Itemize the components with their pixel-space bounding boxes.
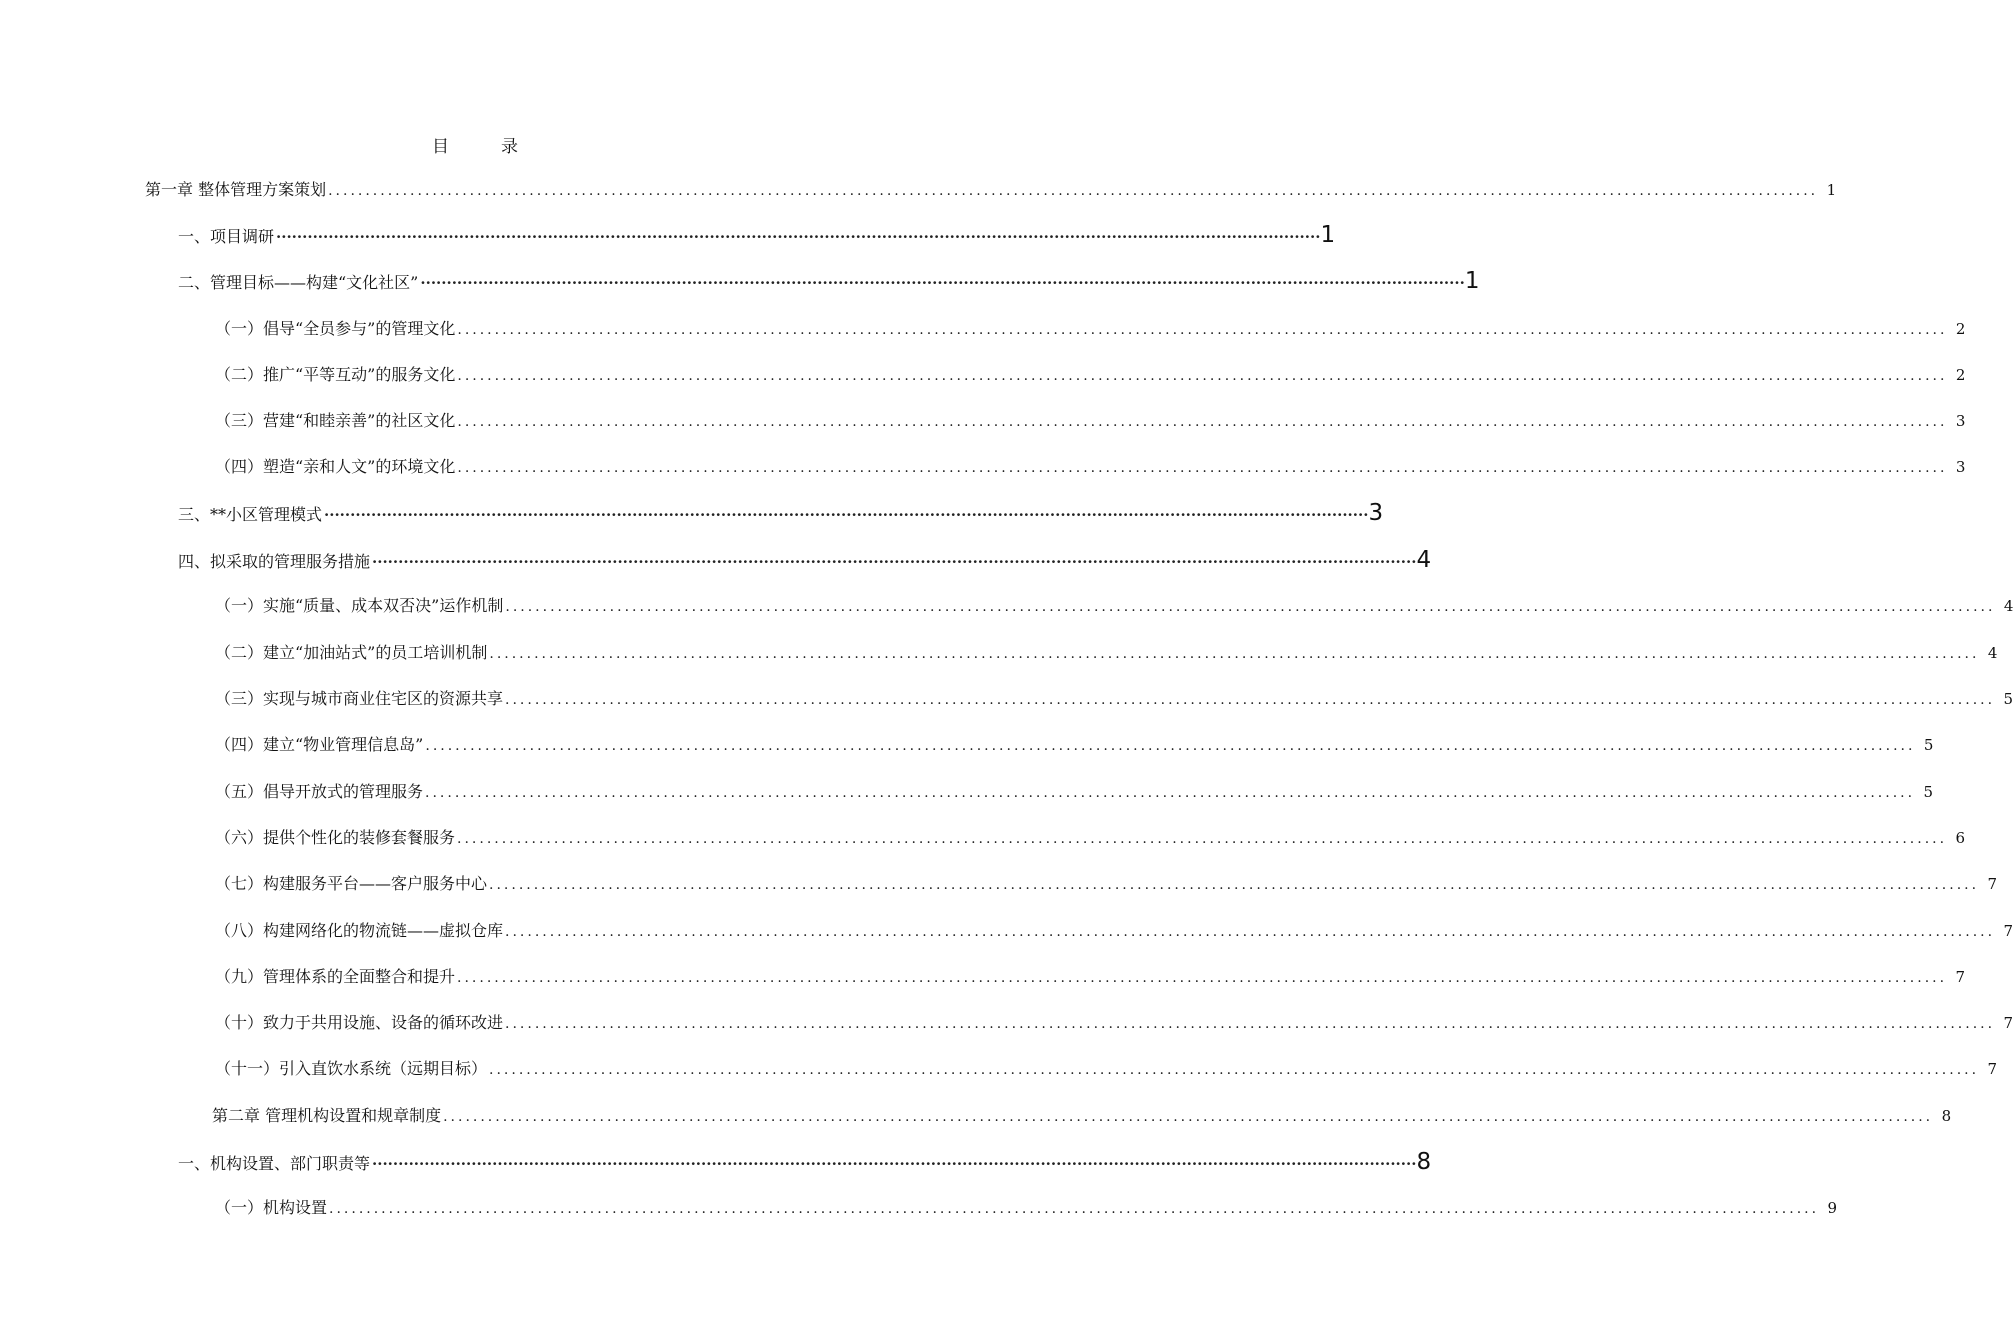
toc-leader-dots: ........................................................................................................................................................................................................ xyxy=(489,646,1980,662)
toc-leader-dots: ........................................................................................................................................................................................................ xyxy=(457,414,1948,430)
toc-entry[interactable] xyxy=(215,316,1966,344)
toc-entry-label: （四）塑造“亲和人文”的环境文化 xyxy=(215,457,456,476)
toc-title xyxy=(0,132,950,157)
toc-entry-label: （一）机构设置 xyxy=(215,1198,328,1217)
toc-leader-dots: ........................................................................................................................................................................................................ xyxy=(457,322,1948,338)
toc-entry-label: （三）实现与城市商业住宅区的资源共享 xyxy=(215,689,504,708)
toc-entry-page-number: 7 xyxy=(1955,968,1966,986)
toc-leader-dots: ········································································································································································································ xyxy=(372,1155,1417,1173)
toc-leader-dots: ........................................................................................................................................................................................................ xyxy=(443,1109,1934,1125)
toc-entry-label: （二）建立“加油站式”的员工培训机制 xyxy=(215,643,488,662)
toc-leader-dots: ........................................................................................................................................................................................................ xyxy=(489,877,1980,893)
toc-entry-label: 第二章 管理机构设置和规章制度 xyxy=(212,1106,442,1125)
toc-entry[interactable] xyxy=(215,732,1934,760)
toc-entry-label: （九）管理体系的全面整合和提升 xyxy=(215,967,456,986)
toc-title-char-2: 录 xyxy=(501,137,518,157)
toc-entry-label: （一）倡导“全员参与”的管理文化 xyxy=(215,319,456,338)
toc-entry[interactable] xyxy=(215,779,1934,807)
toc-entry-page-number: 9 xyxy=(1827,1199,1838,1217)
toc-entry[interactable] xyxy=(215,1195,1838,1223)
toc-entry-page-number: 5 xyxy=(2003,690,2013,708)
toc-leader-dots: ........................................................................................................................................................................................................ xyxy=(329,1201,1820,1217)
toc-entry[interactable] xyxy=(215,825,1966,853)
toc-leader-dots: ........................................................................................................................................................................................................ xyxy=(505,599,1996,615)
toc-leader-dots: ........................................................................................................................................................................................................ xyxy=(505,1016,1996,1032)
toc-leader-dots: ........................................................................................................................................................................................................ xyxy=(328,183,1819,199)
toc-entry-label: （七）构建服务平台——客户服务中心 xyxy=(215,874,488,893)
toc-entry-page-number: 7 xyxy=(1987,875,1998,893)
toc-title-char-1: 目 xyxy=(432,137,449,157)
toc-entry-label: （十一）引入直饮水系统（远期目标） xyxy=(215,1059,488,1078)
toc-entry[interactable] xyxy=(178,500,1384,528)
toc-entry[interactable] xyxy=(215,686,2013,714)
toc-entry[interactable] xyxy=(215,964,1966,992)
toc-entry-label: （一）实施“质量、成本双否决”运作机制 xyxy=(215,596,504,615)
toc-leader-dots: ········································································································································································································ xyxy=(420,274,1465,292)
toc-entry-label: （五）倡导开放式的管理服务 xyxy=(215,782,424,801)
toc-entry[interactable] xyxy=(178,547,1432,575)
toc-entry[interactable] xyxy=(215,362,1966,390)
toc-entry-page-number: 5 xyxy=(1923,783,1934,801)
toc-entry[interactable] xyxy=(215,640,1998,668)
toc-entry-label: （四）建立“物业管理信息岛” xyxy=(215,735,424,754)
toc-entry[interactable] xyxy=(215,918,2013,946)
toc-entry[interactable] xyxy=(178,222,1336,250)
toc-entry[interactable] xyxy=(212,1103,1952,1131)
toc-entry-page-number: 1 xyxy=(1464,268,1480,294)
toc-entry-page-number: 1 xyxy=(1320,222,1336,248)
toc-entry-label: （六）提供个性化的装修套餐服务 xyxy=(215,828,456,847)
toc-entry[interactable] xyxy=(178,268,1480,296)
toc-leader-dots: ........................................................................................................................................................................................................ xyxy=(425,785,1916,801)
toc-entry-label: （八）构建网络化的物流链——虚拟仓库 xyxy=(215,921,504,940)
toc-entry-page-number: 5 xyxy=(1923,736,1934,754)
toc-entry-page-number: 7 xyxy=(2003,922,2013,940)
toc-leader-dots: ........................................................................................................................................................................................................ xyxy=(457,368,1948,384)
toc-entry[interactable] xyxy=(215,593,2013,621)
toc-entry-page-number: 4 xyxy=(2003,597,2013,615)
toc-entry[interactable] xyxy=(215,871,1998,899)
toc-entry-label: 二、管理目标——构建“文化社区” xyxy=(178,273,419,292)
toc-entry-label: 一、项目调研 xyxy=(178,227,275,246)
toc-leader-dots: ········································································································································································································ xyxy=(276,228,1321,246)
toc-entry[interactable] xyxy=(215,454,1966,482)
toc-entry-page-number: 3 xyxy=(1368,500,1384,526)
toc-entry[interactable] xyxy=(215,408,1966,436)
toc-entry[interactable] xyxy=(215,1056,1998,1084)
toc-entry-page-number: 7 xyxy=(1987,1060,1998,1078)
toc-entry-label: （十）致力于共用设施、设备的循环改进 xyxy=(215,1013,504,1032)
toc-entry-label: （三）营建“和睦亲善”的社区文化 xyxy=(215,411,456,430)
toc-entry-page-number: 3 xyxy=(1955,412,1966,430)
toc-entry-label: 四、拟采取的管理服务措施 xyxy=(178,552,371,571)
toc-entry-page-number: 8 xyxy=(1416,1149,1432,1175)
toc-leader-dots: ........................................................................................................................................................................................................ xyxy=(489,1062,1980,1078)
toc-leader-dots: ........................................................................................................................................................................................................ xyxy=(457,831,1948,847)
toc-leader-dots: ········································································································································································································ xyxy=(372,553,1417,571)
toc-leader-dots: ········································································································································································································ xyxy=(324,506,1369,524)
toc-entry[interactable] xyxy=(215,1010,2013,1038)
toc-leader-dots: ........................................................................................................................................................................................................ xyxy=(505,692,1996,708)
toc-entry-page-number: 2 xyxy=(1955,320,1966,338)
toc-entry-label: 一、机构设置、部门职责等 xyxy=(178,1154,371,1173)
toc-leader-dots: ........................................................................................................................................................................................................ xyxy=(457,460,1948,476)
toc-leader-dots: ........................................................................................................................................................................................................ xyxy=(505,924,1996,940)
toc-leader-dots: ........................................................................................................................................................................................................ xyxy=(425,738,1916,754)
toc-entry-page-number: 8 xyxy=(1941,1107,1952,1125)
toc-entry-page-number: 1 xyxy=(1826,181,1837,199)
toc-entry[interactable] xyxy=(178,1149,1432,1177)
toc-entry-label: （二）推广“平等互动”的服务文化 xyxy=(215,365,456,384)
toc-entry-page-number: 4 xyxy=(1987,644,1998,662)
toc-entry-label: 三、**小区管理模式 xyxy=(178,505,323,524)
toc-entry-page-number: 3 xyxy=(1955,458,1966,476)
toc-entry-page-number: 2 xyxy=(1955,366,1966,384)
toc-entry-page-number: 4 xyxy=(1416,547,1432,573)
toc-entry-label: 第一章 整体管理方案策划 xyxy=(145,180,327,199)
toc-entry[interactable] xyxy=(145,177,1837,205)
toc-leader-dots: ........................................................................................................................................................................................................ xyxy=(457,970,1948,986)
toc-entry-page-number: 7 xyxy=(2003,1014,2013,1032)
toc-entry-page-number: 6 xyxy=(1955,829,1966,847)
